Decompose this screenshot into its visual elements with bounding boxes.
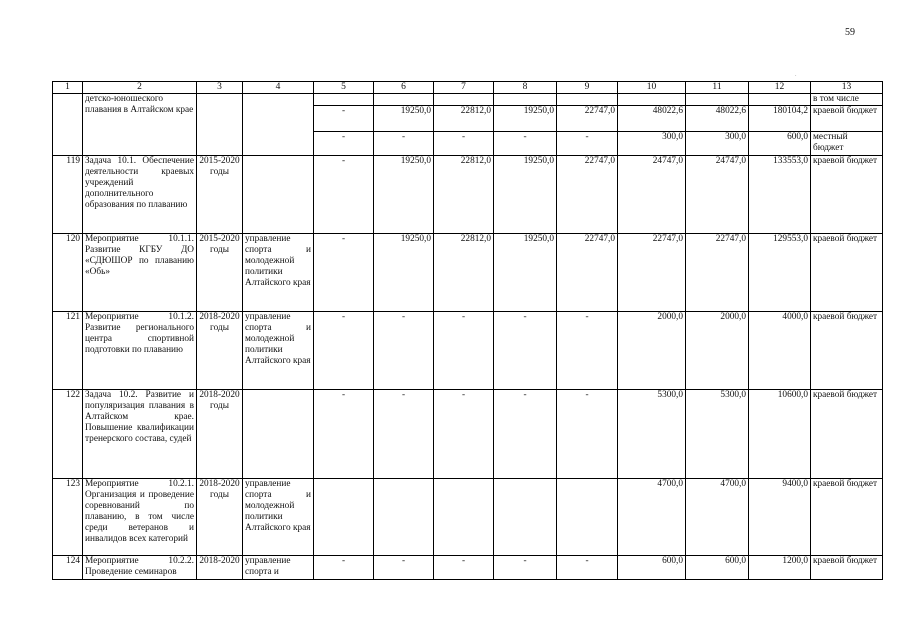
column-header: 13 [811,82,883,94]
row-name: Задача 10.2. Развитие и популяризация плавания в Алтайском крае. Повышение квалификации тренерского состава, судей [83,390,197,479]
column-header: 12 [749,82,811,94]
row-name: Задача 10.1. Обеспечение деятельности краевых учреждений дополнительного образования по плаванию [83,156,197,234]
row-period: 2018-2020 [197,556,243,580]
row-period: 2018-2020 годы [197,390,243,479]
row-period: 2015-2020 годы [197,234,243,312]
column-header: 6 [374,82,434,94]
row-name: Мероприятие 10.1.2. Развитие регионального центра спортивной подготовки по плаванию [83,312,197,390]
funding-source: краевой бюджет [811,390,883,479]
column-header: 8 [494,82,557,94]
corner-mark: . [795,72,797,78]
funding-source: краевой бюджет [811,479,883,556]
row-number: 120 [53,234,83,312]
funding-source: краевой бюджет [811,106,883,132]
row-executor: управление спорта и молодежной политики Алтайского края [243,479,314,556]
column-header: 11 [686,82,749,94]
continuation-subrow [53,94,883,106]
budget-table [52,81,883,580]
funding-source: местный бюджет [811,132,883,156]
funding-source: краевой бюджет [811,156,883,234]
row-number: 119 [53,156,83,234]
column-header: 4 [243,82,314,94]
row-number: 121 [53,312,83,390]
continuation-subrow: - 19250,0 22812,0 19250,0 22747,0 48022,6 48022,6 180104,2 краевой бюджет [53,106,883,132]
row-name: Мероприятие 10.2.2. Проведение семинаров [83,556,197,580]
column-header: 10 [618,82,686,94]
continuation-subrow: - - - - - 300,0 300,0 600,0 местный бюджет [53,132,883,156]
row-executor: управление спорта и [243,556,314,580]
row-name: Мероприятие 10.1.1. Развитие КГБУ ДО «СДЮШОР по плаванию «Обь» [83,234,197,312]
funding-source: краевой бюджет [811,312,883,390]
row-period: 2015-2020 годы [197,156,243,234]
funding-source: краевой бюджет [811,556,883,580]
row-period: 2018-2020 годы [197,312,243,390]
page-number: 59 [845,27,855,38]
row-executor: управление спорта и молодежной политики Алтайского края [243,312,314,390]
column-header: 5 [314,82,374,94]
row-executor: управление спорта и молодежной политики Алтайского края [243,234,314,312]
table-row: 120 Мероприятие 10.1.1. Развитие КГБУ ДО «СДЮШОР по плаванию «Обь» 2015-2020 годы управление спорта и молодежной политики Алтайского края - 19250,0 22812,0 19250,0 22747,0 22747,0 22747,0 129553,0 краевой бюджет [53,234,883,312]
row-number: 124 [53,556,83,580]
funding-source: в том числе [811,94,883,106]
table-row: 124 Мероприятие 10.2.2. Проведение семинаров 2018-2020 управление спорта и - - - - - 600,0 600,0 1200,0 краевой бюджет [53,556,883,580]
funding-source: краевой бюджет [811,234,883,312]
column-header: 9 [557,82,618,94]
table-row: 122 Задача 10.2. Развитие и популяризация плавания в Алтайском крае. Повышение квалификации тренерского состава, судей 2018-2020 годы - - - - - 5300,0 5300,0 10600,0 краевой бюджет [53,390,883,479]
row-name: Мероприятие 10.2.1. Организация и проведение соревнований по плаванию, в том числе среди ветеранов и инвалидов всех категорий [83,479,197,556]
continuation-name: детско-юношеского плавания в Алтайском крае [83,94,197,156]
table-row: 121 Мероприятие 10.1.2. Развитие регионального центра спортивной подготовки по плаванию 2018-2020 годы управление спорта и молодежной политики Алтайского края - - - - - 2000,0 2000,0 4000,0 краевой бюджет [53,312,883,390]
column-header: 3 [197,82,243,94]
table-row: 119 Задача 10.1. Обеспечение деятельности краевых учреждений дополнительного образования по плаванию 2015-2020 годы - 19250,0 22812,0 19250,0 22747,0 24747,0 24747,0 133553,0 краевой бюджет [53,156,883,234]
row-period: 2018-2020 годы [197,479,243,556]
column-header: 1 [53,82,83,94]
row-executor [243,156,314,234]
column-header: 2 [83,82,197,94]
column-header: 7 [434,82,494,94]
row-number: 123 [53,479,83,556]
row-number: 122 [53,390,83,479]
table-row: 123 Мероприятие 10.2.1. Организация и проведение соревнований по плаванию, в том числе среди ветеранов и инвалидов всех категорий 2018-2020 годы управление спорта и молодежной политики Алтайского края 4700,0 4700,0 9400,0 краевой бюджет [53,479,883,556]
column-header-row [53,82,883,94]
row-executor [243,390,314,479]
